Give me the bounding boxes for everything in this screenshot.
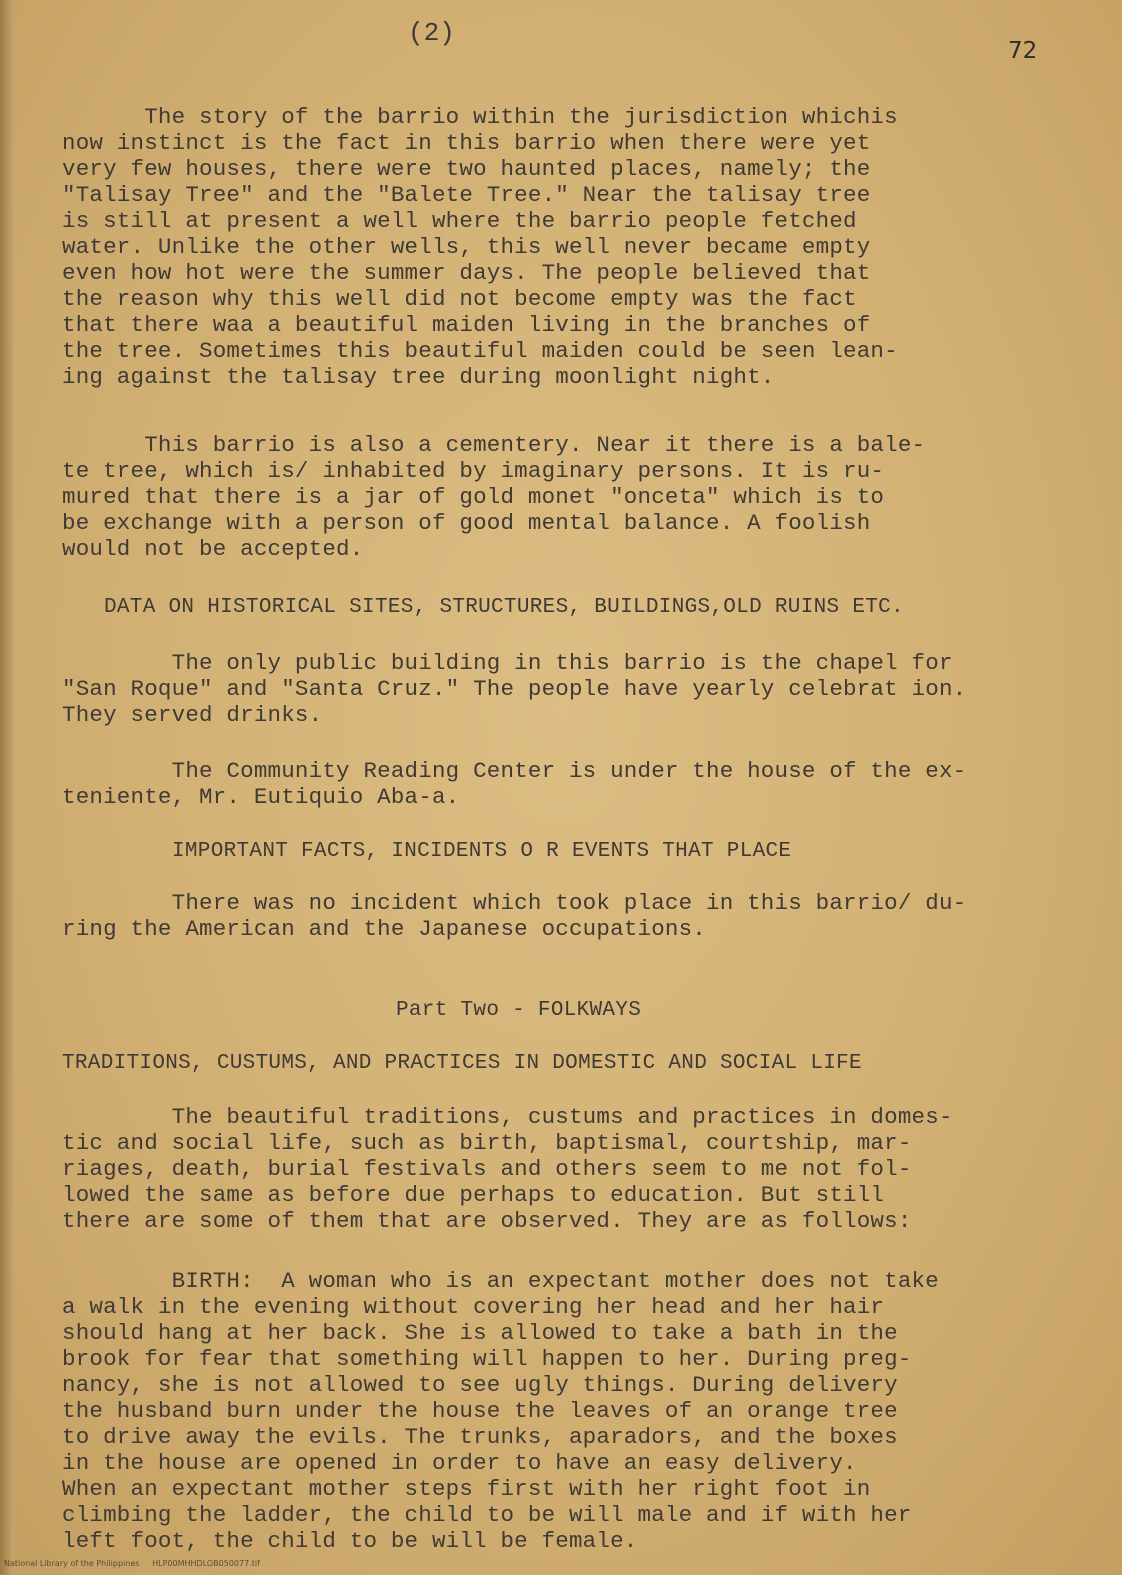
archive-footer: National Library of the Philippines HLP00MHHDLOB050077.tif [4,1559,260,1568]
section-number: (2) [408,18,455,48]
paragraph-traditions-intro: The beautiful traditions, custums and practices in domes- tic and social life, such as birth, baptismal, courtship, mar- riages, death, burial festivals and others seem to me not fol- lowed the same as before due perhaps to education. But still there are some of them that are observed. They are as follows: [62,1104,953,1234]
page-number: 72 [1008,38,1038,64]
heading-part-two: Part Two - FOLKWAYS [396,999,642,1022]
paragraph-incidents: There was no incident which took place in this barrio/ du- ring the American and the Japanese occupations. [62,890,967,942]
heading-historical-sites: DATA ON HISTORICAL SITES, STRUCTURES, BUILDINGS,OLD RUINS ETC. [104,596,904,619]
paragraph-barrio-story: The story of the barrio within the jurisdiction whichis now instinct is the fact in this barrio when there were yet very few houses, there were two haunted places, namely; the "Talisay Tree" and the "Balete Tree." Near the talisay tree is still at present a well where the barrio people fetched water. Unlike the other wells, this well never became empty even how hot were the summer days. The people believed that the reason why this well did not become empty was the fact that there waa a beautiful maiden living in the branches of the tree. Sometimes this beautiful maiden could be seen lean- ing against the talisay tree during moonlight night. [62,104,898,390]
heading-important-facts: IMPORTANT FACTS, INCIDENTS O R EVENTS THAT PLACE [172,840,792,863]
paragraph-birth: BIRTH: A woman who is an expectant mother does not take a walk in the evening without covering her head and her hair should hang at her back. She is allowed to take a bath in the brook for fear that something will happen to her. During preg- nancy, she is not allowed to see ugly things. During delivery the husband burn under the house the leaves of an orange tree to drive away the evils. The trunks, aparadors, and the boxes in the house are opened in order to have an easy delivery. When an expectant mother steps first with her right foot in climbing the ladder, the child to be will male and if with her left foot, the child to be will be female. [62,1268,939,1554]
page-edge-shadow [0,0,14,1575]
paragraph-cemetery: This barrio is also a cementery. Near it there is a bale- te tree, which is/ inhabited by imaginary persons. It is ru- mured that there is a jar of gold monet "onceta" which is to be exchange with a person of good mental balance. A foolish would not be accepted. [62,432,926,562]
paragraph-public-building: The only public building in this barrio is the chapel for "San Roque" and "Santa Cruz." The people have yearly celebrat ion. They served drinks. [62,650,967,728]
paragraph-reading-center: The Community Reading Center is under the house of the ex- teniente, Mr. Eutiquio Aba-a. [62,758,967,810]
heading-traditions: TRADITIONS, CUSTUMS, AND PRACTICES IN DOMESTIC AND SOCIAL LIFE [62,1052,862,1075]
